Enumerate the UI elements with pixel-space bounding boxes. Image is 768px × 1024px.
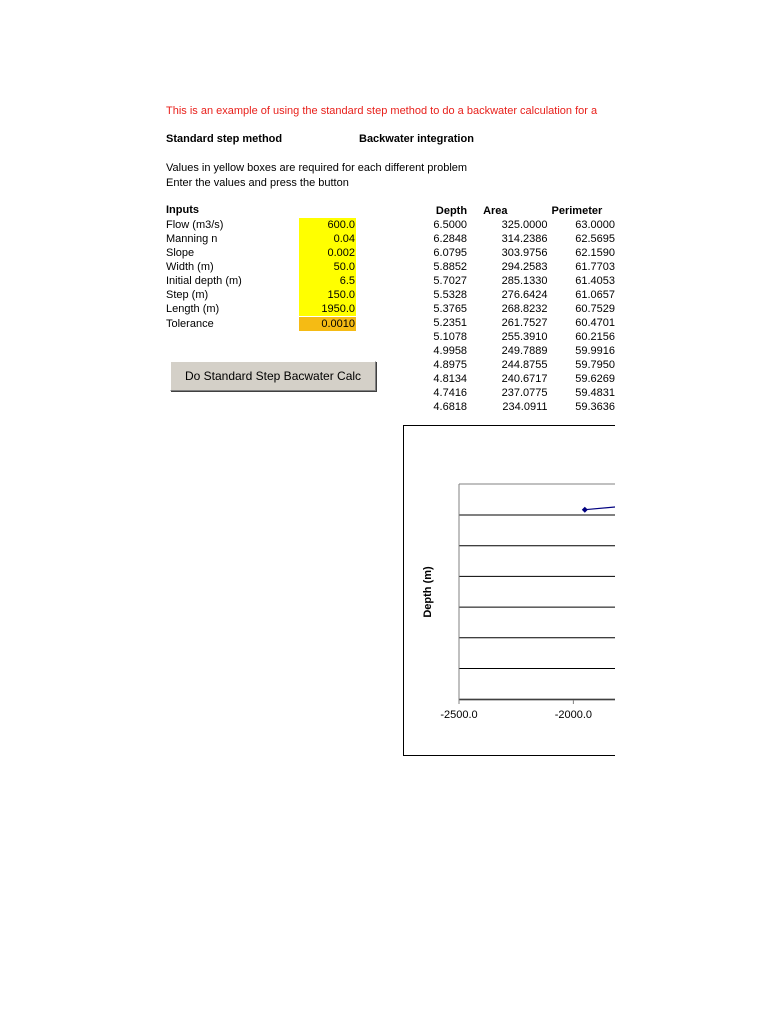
title-standard-step: Standard step method bbox=[166, 133, 283, 145]
area-cell: 255.3910 bbox=[501, 331, 548, 343]
area-cell: 285.1330 bbox=[501, 275, 548, 287]
do-standard-step-button[interactable]: Do Standard Step Bacwater Calc bbox=[170, 361, 376, 391]
input-cell-manning[interactable]: 0.04 bbox=[299, 232, 356, 246]
perimeter-cell: 59.4831 bbox=[575, 387, 615, 399]
input-row-initial-depth bbox=[166, 274, 356, 288]
area-cell: 261.7527 bbox=[501, 317, 548, 329]
perimeter-cell: 60.4701 bbox=[575, 317, 615, 329]
input-row-tolerance bbox=[166, 317, 356, 331]
input-row-length bbox=[166, 302, 356, 316]
area-cell: 249.7889 bbox=[501, 345, 548, 357]
depth-cell: 5.8852 bbox=[433, 261, 468, 273]
x-tick-label: -2000.0 bbox=[554, 709, 593, 721]
input-label: Initial depth (m) bbox=[166, 275, 242, 287]
depth-cell: 4.8134 bbox=[433, 373, 468, 385]
input-label: Manning n bbox=[166, 233, 218, 245]
input-cell-tolerance[interactable]: 0.0010 bbox=[299, 317, 356, 331]
perimeter-cell: 63.0000 bbox=[575, 219, 615, 231]
inputs-heading: Inputs bbox=[166, 204, 199, 216]
input-label: Step (m) bbox=[166, 289, 209, 301]
depth-cell: 5.1078 bbox=[433, 331, 468, 343]
perimeter-cell: 59.3636 bbox=[575, 401, 615, 413]
perimeter-cell: 60.7529 bbox=[575, 303, 615, 315]
depth-cell: 6.2848 bbox=[433, 233, 468, 245]
perimeter-cell: 60.2156 bbox=[575, 331, 615, 343]
depth-chart bbox=[403, 425, 615, 756]
title-backwater: Backwater integration bbox=[359, 133, 474, 145]
table-row bbox=[412, 274, 615, 288]
area-cell: 303.9756 bbox=[501, 247, 548, 259]
area-cell: 276.6424 bbox=[501, 289, 548, 301]
perimeter-cell: 61.4053 bbox=[575, 275, 615, 287]
table-row bbox=[412, 400, 615, 414]
area-cell: 294.2583 bbox=[501, 261, 548, 273]
perimeter-cell: 62.1590 bbox=[575, 247, 615, 259]
table-row bbox=[412, 288, 615, 302]
table-row bbox=[412, 246, 615, 260]
input-cell-initial-depth[interactable]: 6.5 bbox=[299, 274, 356, 288]
depth-cell: 6.0795 bbox=[433, 247, 468, 259]
intro-note: This is an example of using the standard step method to do a backwater calculation for a bbox=[166, 105, 598, 117]
col-header-area: Area bbox=[483, 205, 508, 217]
instruction-yellow-boxes: Values in yellow boxes are required for each different problem bbox=[166, 162, 468, 174]
perimeter-cell: 59.7950 bbox=[575, 359, 615, 371]
depth-cell: 4.6818 bbox=[433, 401, 468, 413]
y-axis-label: Depth (m) bbox=[422, 566, 434, 618]
input-cell-length[interactable]: 1950.0 bbox=[299, 302, 356, 316]
depth-cell: 6.5000 bbox=[433, 219, 468, 231]
area-cell: 268.8232 bbox=[501, 303, 548, 315]
area-cell: 325.0000 bbox=[501, 219, 548, 231]
depth-cell: 5.3765 bbox=[433, 303, 468, 315]
input-cell-flow[interactable]: 600.0 bbox=[299, 218, 356, 232]
area-cell: 240.6717 bbox=[501, 373, 548, 385]
input-row-flow bbox=[166, 218, 356, 232]
input-row-slope bbox=[166, 246, 356, 260]
input-row-width bbox=[166, 260, 356, 274]
depth-cell: 5.2351 bbox=[433, 317, 468, 329]
input-cell-slope[interactable]: 0.002 bbox=[299, 246, 356, 260]
input-row-manning bbox=[166, 232, 356, 246]
input-row-step bbox=[166, 288, 356, 302]
table-row bbox=[412, 372, 615, 386]
table-row bbox=[412, 218, 615, 232]
results-header-row bbox=[412, 204, 615, 218]
input-cell-step[interactable]: 150.0 bbox=[299, 288, 356, 302]
depth-cell: 5.7027 bbox=[433, 275, 468, 287]
results-body bbox=[412, 218, 615, 414]
col-header-perimeter: Perimeter bbox=[551, 205, 603, 217]
table-row bbox=[412, 260, 615, 274]
table-row bbox=[412, 358, 615, 372]
data-point bbox=[582, 507, 588, 513]
input-label: Tolerance bbox=[166, 318, 214, 330]
table-row bbox=[412, 232, 615, 246]
depth-cell: 4.7416 bbox=[433, 387, 468, 399]
table-row bbox=[412, 330, 615, 344]
depth-cell: 4.9958 bbox=[433, 345, 468, 357]
depth-cell: 4.8975 bbox=[433, 359, 468, 371]
input-cell-width[interactable]: 50.0 bbox=[299, 260, 356, 274]
depth-cell: 5.5328 bbox=[433, 289, 468, 301]
table-row bbox=[412, 344, 615, 358]
area-cell: 237.0775 bbox=[501, 387, 548, 399]
x-tick-label: -2500.0 bbox=[440, 709, 478, 721]
chart-svg bbox=[404, 426, 615, 755]
input-label: Length (m) bbox=[166, 303, 220, 315]
area-cell: 234.0911 bbox=[502, 401, 548, 413]
results-table bbox=[412, 204, 615, 414]
perimeter-cell: 62.5695 bbox=[575, 233, 615, 245]
table-row bbox=[412, 316, 615, 330]
col-header-depth: Depth bbox=[435, 205, 468, 217]
input-label: Width (m) bbox=[166, 261, 214, 273]
table-row bbox=[412, 386, 615, 400]
perimeter-cell: 59.6269 bbox=[575, 373, 615, 385]
instruction-press-button: Enter the values and press the button bbox=[166, 177, 349, 189]
input-label: Flow (m3/s) bbox=[166, 219, 224, 231]
series-line bbox=[585, 499, 615, 509]
perimeter-cell: 61.7703 bbox=[575, 261, 615, 273]
perimeter-cell: 59.9916 bbox=[575, 345, 615, 357]
area-cell: 314.2386 bbox=[501, 233, 548, 245]
input-label: Slope bbox=[166, 247, 195, 259]
table-row bbox=[412, 302, 615, 316]
perimeter-cell: 61.0657 bbox=[575, 289, 615, 301]
area-cell: 244.8755 bbox=[501, 359, 548, 371]
